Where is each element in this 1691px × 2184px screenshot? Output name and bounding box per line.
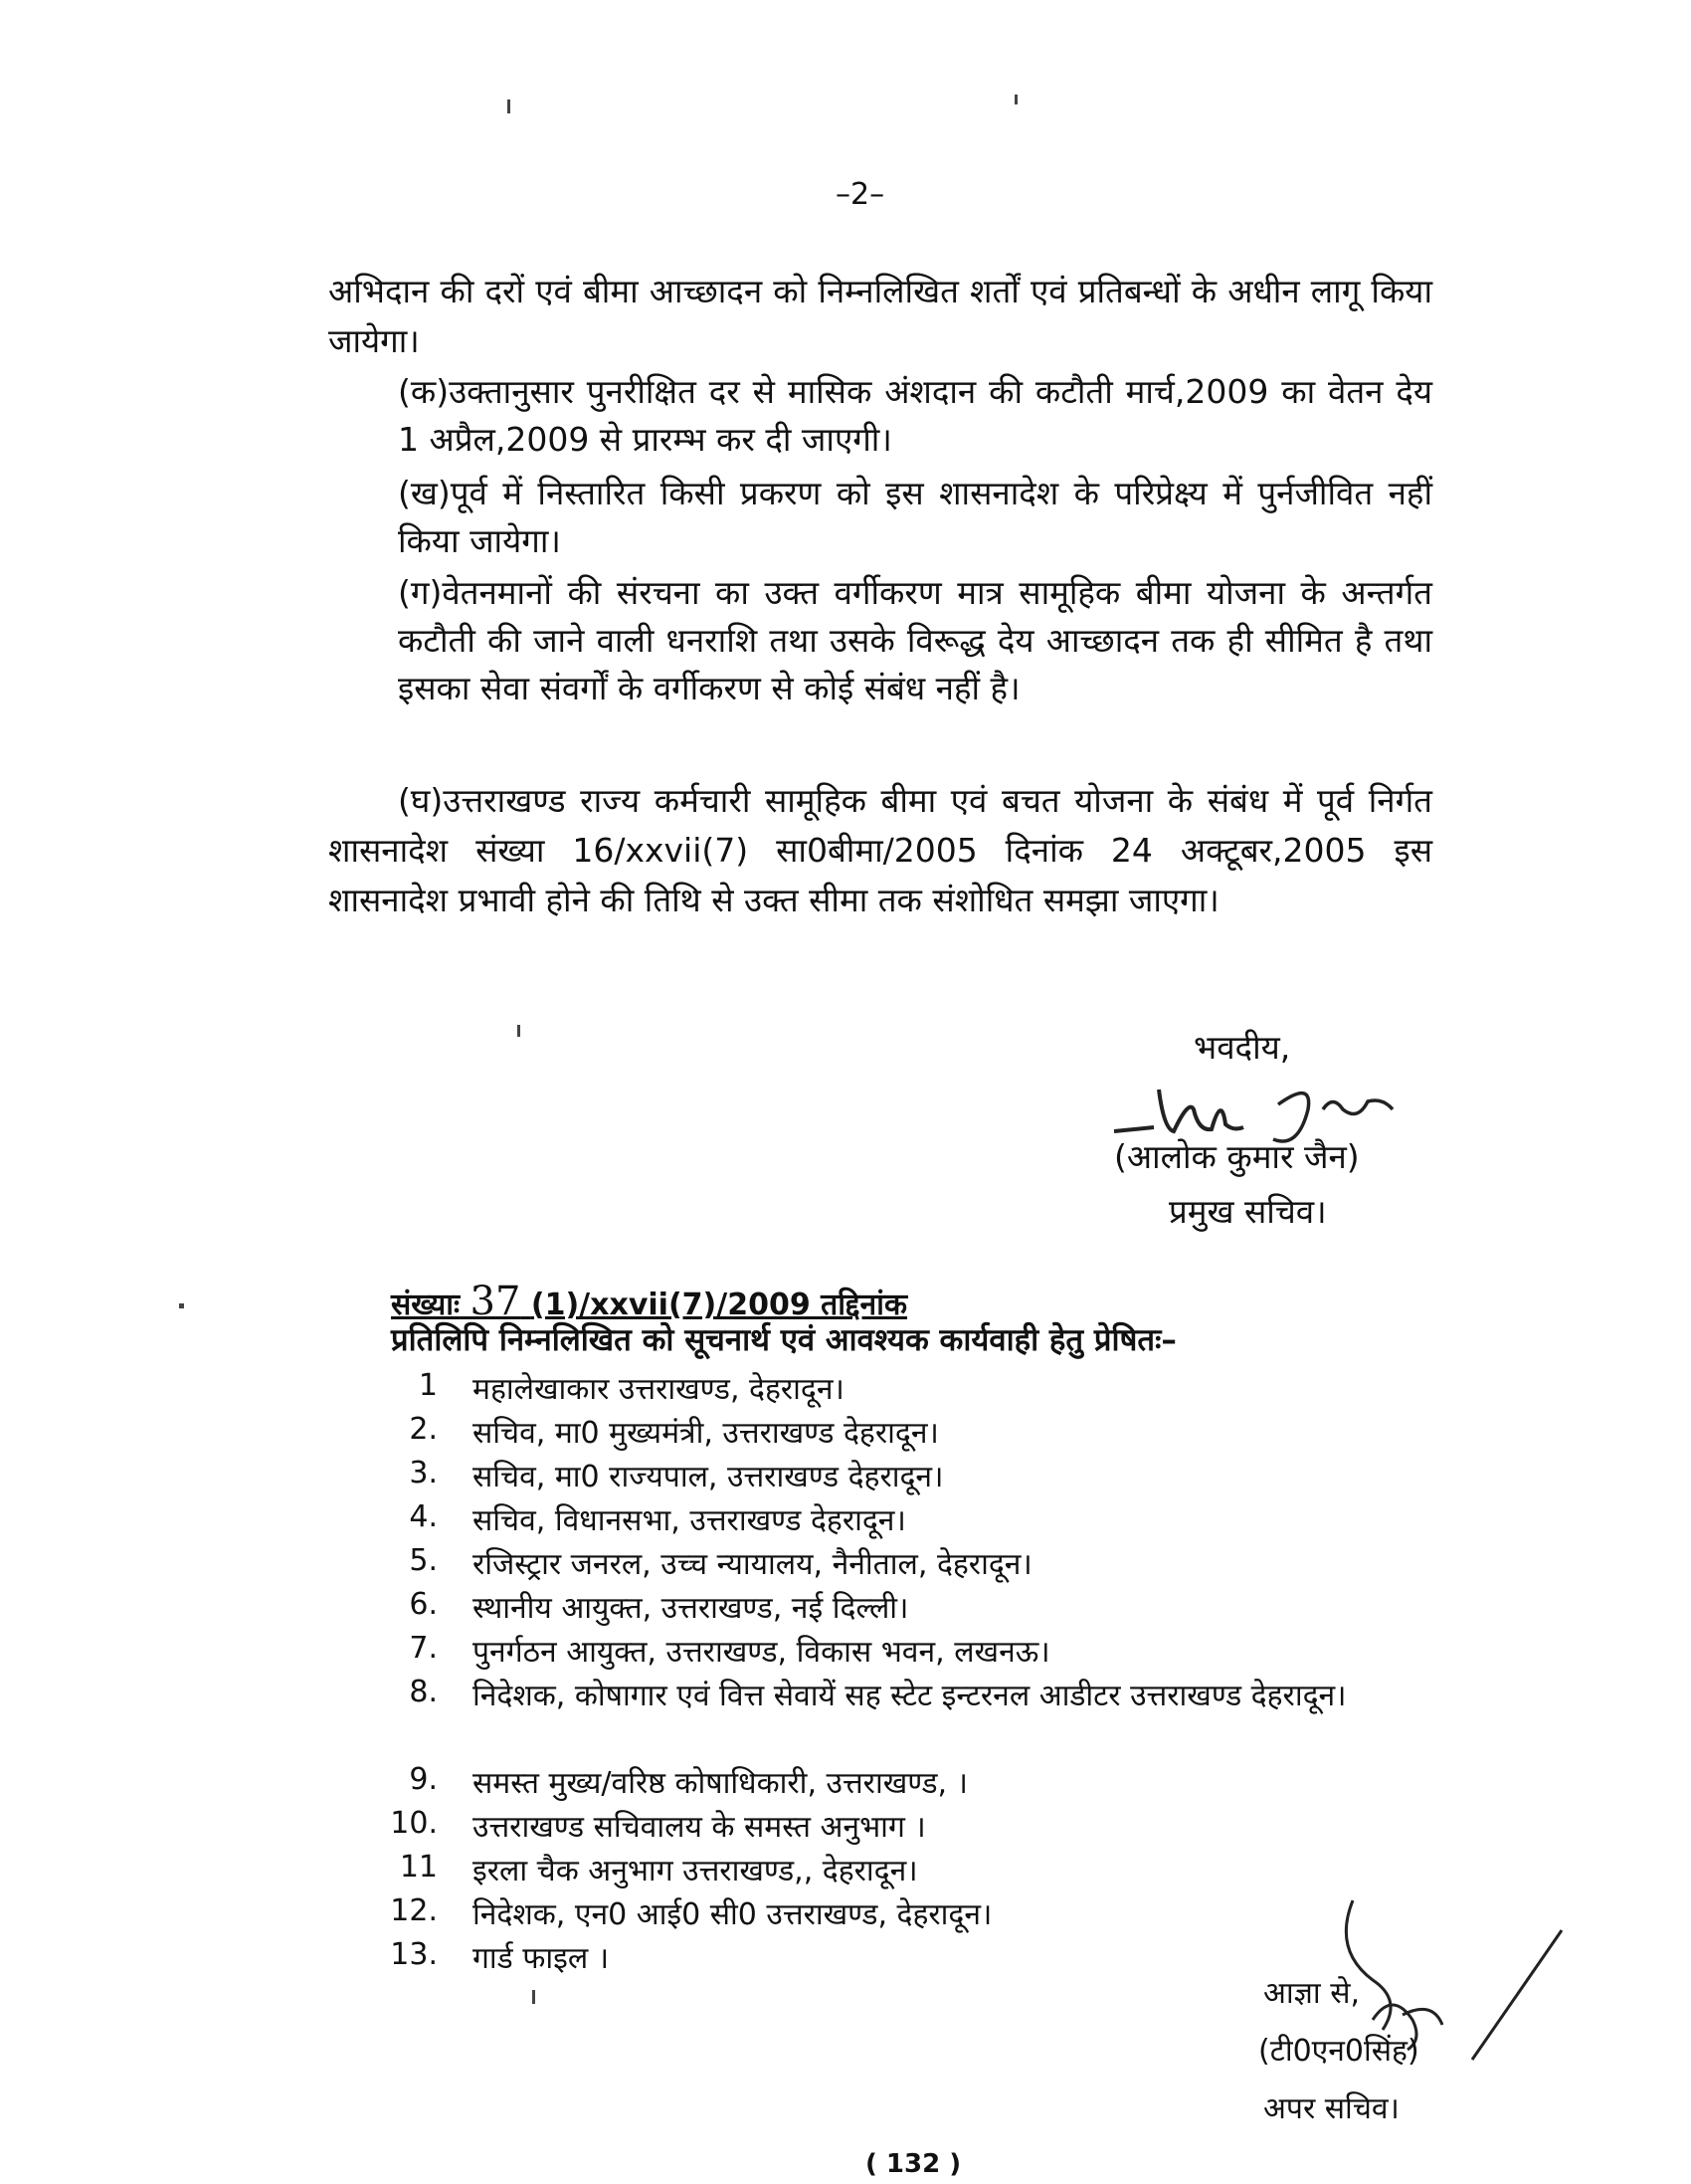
list-text: उत्तराखण्ड सचिवालय के समस्त अनुभाग । <box>472 1810 926 1845</box>
list-number: 9. <box>409 1762 438 1797</box>
clause-label: (ख) <box>398 474 451 512</box>
list-text: इरला चैक अनुभाग उत्तराखण्ड,, देहरादून। <box>472 1854 918 1888</box>
list-number: 12. <box>390 1893 438 1928</box>
list-number: 11 <box>399 1850 438 1885</box>
list-item <box>378 1631 1452 1675</box>
list-text: पुनर्गठन आयुक्त, उत्तराखण्ड, विकास भवन, लखनऊ। <box>472 1635 1050 1670</box>
list-item <box>378 1850 1452 1893</box>
order-label: आज्ञा से, <box>1263 1976 1361 2011</box>
clause-ka <box>398 368 1432 464</box>
clause-text: पूर्व में निस्तारित किसी प्रकरण को इस शासनादेश के परिप्रेक्ष्य में पुर्नजीवित नहीं किया जायेगा। <box>398 474 1432 560</box>
list-item <box>378 1368 1452 1412</box>
list-item <box>378 1893 1452 1937</box>
scan-speck <box>517 1025 520 1037</box>
list-number: 5. <box>409 1543 438 1578</box>
scan-speck <box>179 1303 184 1308</box>
list-text: समस्त मुख्य/वरिष्ठ कोषाधिकारी, उत्तराखण्ड, । <box>472 1766 969 1801</box>
list-number: 10. <box>390 1806 438 1841</box>
clause-text: उत्तराखण्ड राज्य कर्मचारी सामूहिक बीमा एवं बचत योजना के संबंध में पूर्व निर्गत शासनादेश संख्या 16/xxvii(7) सा0बीमा/2005 दिनांक 24 अक्टूबर,2005 इस शासनादेश प्रभावी होने की तिथि से उक्त सीमा तक संशोधित समझा जाएगा। <box>328 781 1432 919</box>
order-block <box>1258 1965 1482 2138</box>
reference-suffix: (1)/xxvii(7)/2009 तद्दिनांक <box>530 1288 907 1322</box>
intro-paragraph <box>328 267 1432 366</box>
footer-page-number: ( 132 ) <box>865 2149 962 2179</box>
clause-label: (क) <box>398 372 450 411</box>
list-number: 3. <box>409 1456 438 1490</box>
list-number: 4. <box>409 1499 438 1534</box>
clause-label: (ग) <box>398 573 443 612</box>
list-number: 13. <box>390 1937 438 1972</box>
page-number: –2– <box>836 177 885 212</box>
reference-prefix: संख्याः <box>391 1288 461 1322</box>
reference-handwritten-number: 37 <box>470 1279 521 1324</box>
list-text: सचिव, विधानसभा, उत्तराखण्ड देहरादून। <box>472 1503 906 1538</box>
order-name: (टी0एन0सिंह) <box>1258 2034 1419 2069</box>
list-item <box>378 1587 1452 1631</box>
clause-ga <box>398 569 1432 712</box>
clause-kha <box>398 470 1432 565</box>
clause-text: उक्तानुसार पुनरीक्षित दर से मासिक अंशदान की कटौती मार्च,2009 का वेतन देय 1 अप्रैल,2009 से प्रारम्भ कर दी जाएगी। <box>398 372 1432 459</box>
list-item <box>378 1762 1452 1806</box>
list-item <box>378 1806 1452 1850</box>
scan-speck <box>1015 95 1018 104</box>
list-item <box>378 1675 1452 1762</box>
list-item <box>378 1499 1452 1543</box>
list-text: सचिव, मा0 राज्यपाल, उत्तराखण्ड देहरादून। <box>472 1460 944 1494</box>
list-number: 1 <box>418 1368 438 1403</box>
clause-gha <box>328 776 1432 925</box>
list-text: रजिस्ट्रार जनरल, उच्च न्यायालय, नैनीताल, देहरादून। <box>472 1547 1033 1582</box>
list-text: गार्ड फाइल । <box>472 1941 610 1976</box>
scan-speck <box>532 1990 535 2004</box>
cc-list <box>378 1368 1452 1981</box>
scan-speck <box>507 99 510 113</box>
list-number: 8. <box>409 1675 438 1709</box>
list-item <box>378 1412 1452 1456</box>
clause-label: (घ) <box>398 781 444 820</box>
list-number: 6. <box>409 1587 438 1622</box>
list-text: निदेशक, कोषागार एवं वित्त सेवायें सह स्टेट इन्टरनल आडीटर उत्तराखण्ड देहरादून। <box>472 1679 1347 1713</box>
clause-text: वेतनमानों की संरचना का उक्त वर्गीकरण मात्र सामूहिक बीमा योजना के अन्तर्गत कटौती की जाने वाली धनराशि तथा उसके विरूद्ध देय आच्छादन तक ही सीमित है तथा इसका सेवा संवर्गों के वर्गीकरण से कोई संबंध नहीं है। <box>398 573 1432 707</box>
list-text: स्थानीय आयुक्त, उत्तराखण्ड, नई दिल्ली। <box>472 1591 909 1626</box>
list-number: 7. <box>409 1631 438 1666</box>
signatory-designation: प्रमुख सचिव। <box>1169 1192 1327 1231</box>
list-text: निदेशक, एन0 आई0 सी0 उत्तराखण्ड, देहरादून। <box>472 1897 993 1932</box>
list-number: 2. <box>409 1412 438 1447</box>
cc-heading: प्रतिलिपि निम्नलिखित को सूचनार्थ एवं आवश्यक कार्यवाही हेतु प्रेषितः– <box>391 1322 1177 1358</box>
signatory-name: (आलोक कुमार जैन) <box>1114 1137 1360 1176</box>
list-item <box>378 1543 1452 1587</box>
intro-text: अभिदान की दरों एवं बीमा आच्छादन को निम्नलिखित शर्तों एवं प्रतिबन्धों के अधीन लागू किया जायेगा। <box>328 272 1432 360</box>
order-designation: अपर सचिव। <box>1263 2091 1400 2126</box>
list-text: महालेखाकार उत्तराखण्ड, देहरादून। <box>472 1372 845 1407</box>
handwritten-signature <box>1094 1070 1452 1149</box>
list-text: सचिव, मा0 मुख्यमंत्री, उत्तराखण्ड देहरादून। <box>472 1416 939 1451</box>
list-item <box>378 1456 1452 1499</box>
salutation: भवदीय, <box>1194 1028 1291 1067</box>
